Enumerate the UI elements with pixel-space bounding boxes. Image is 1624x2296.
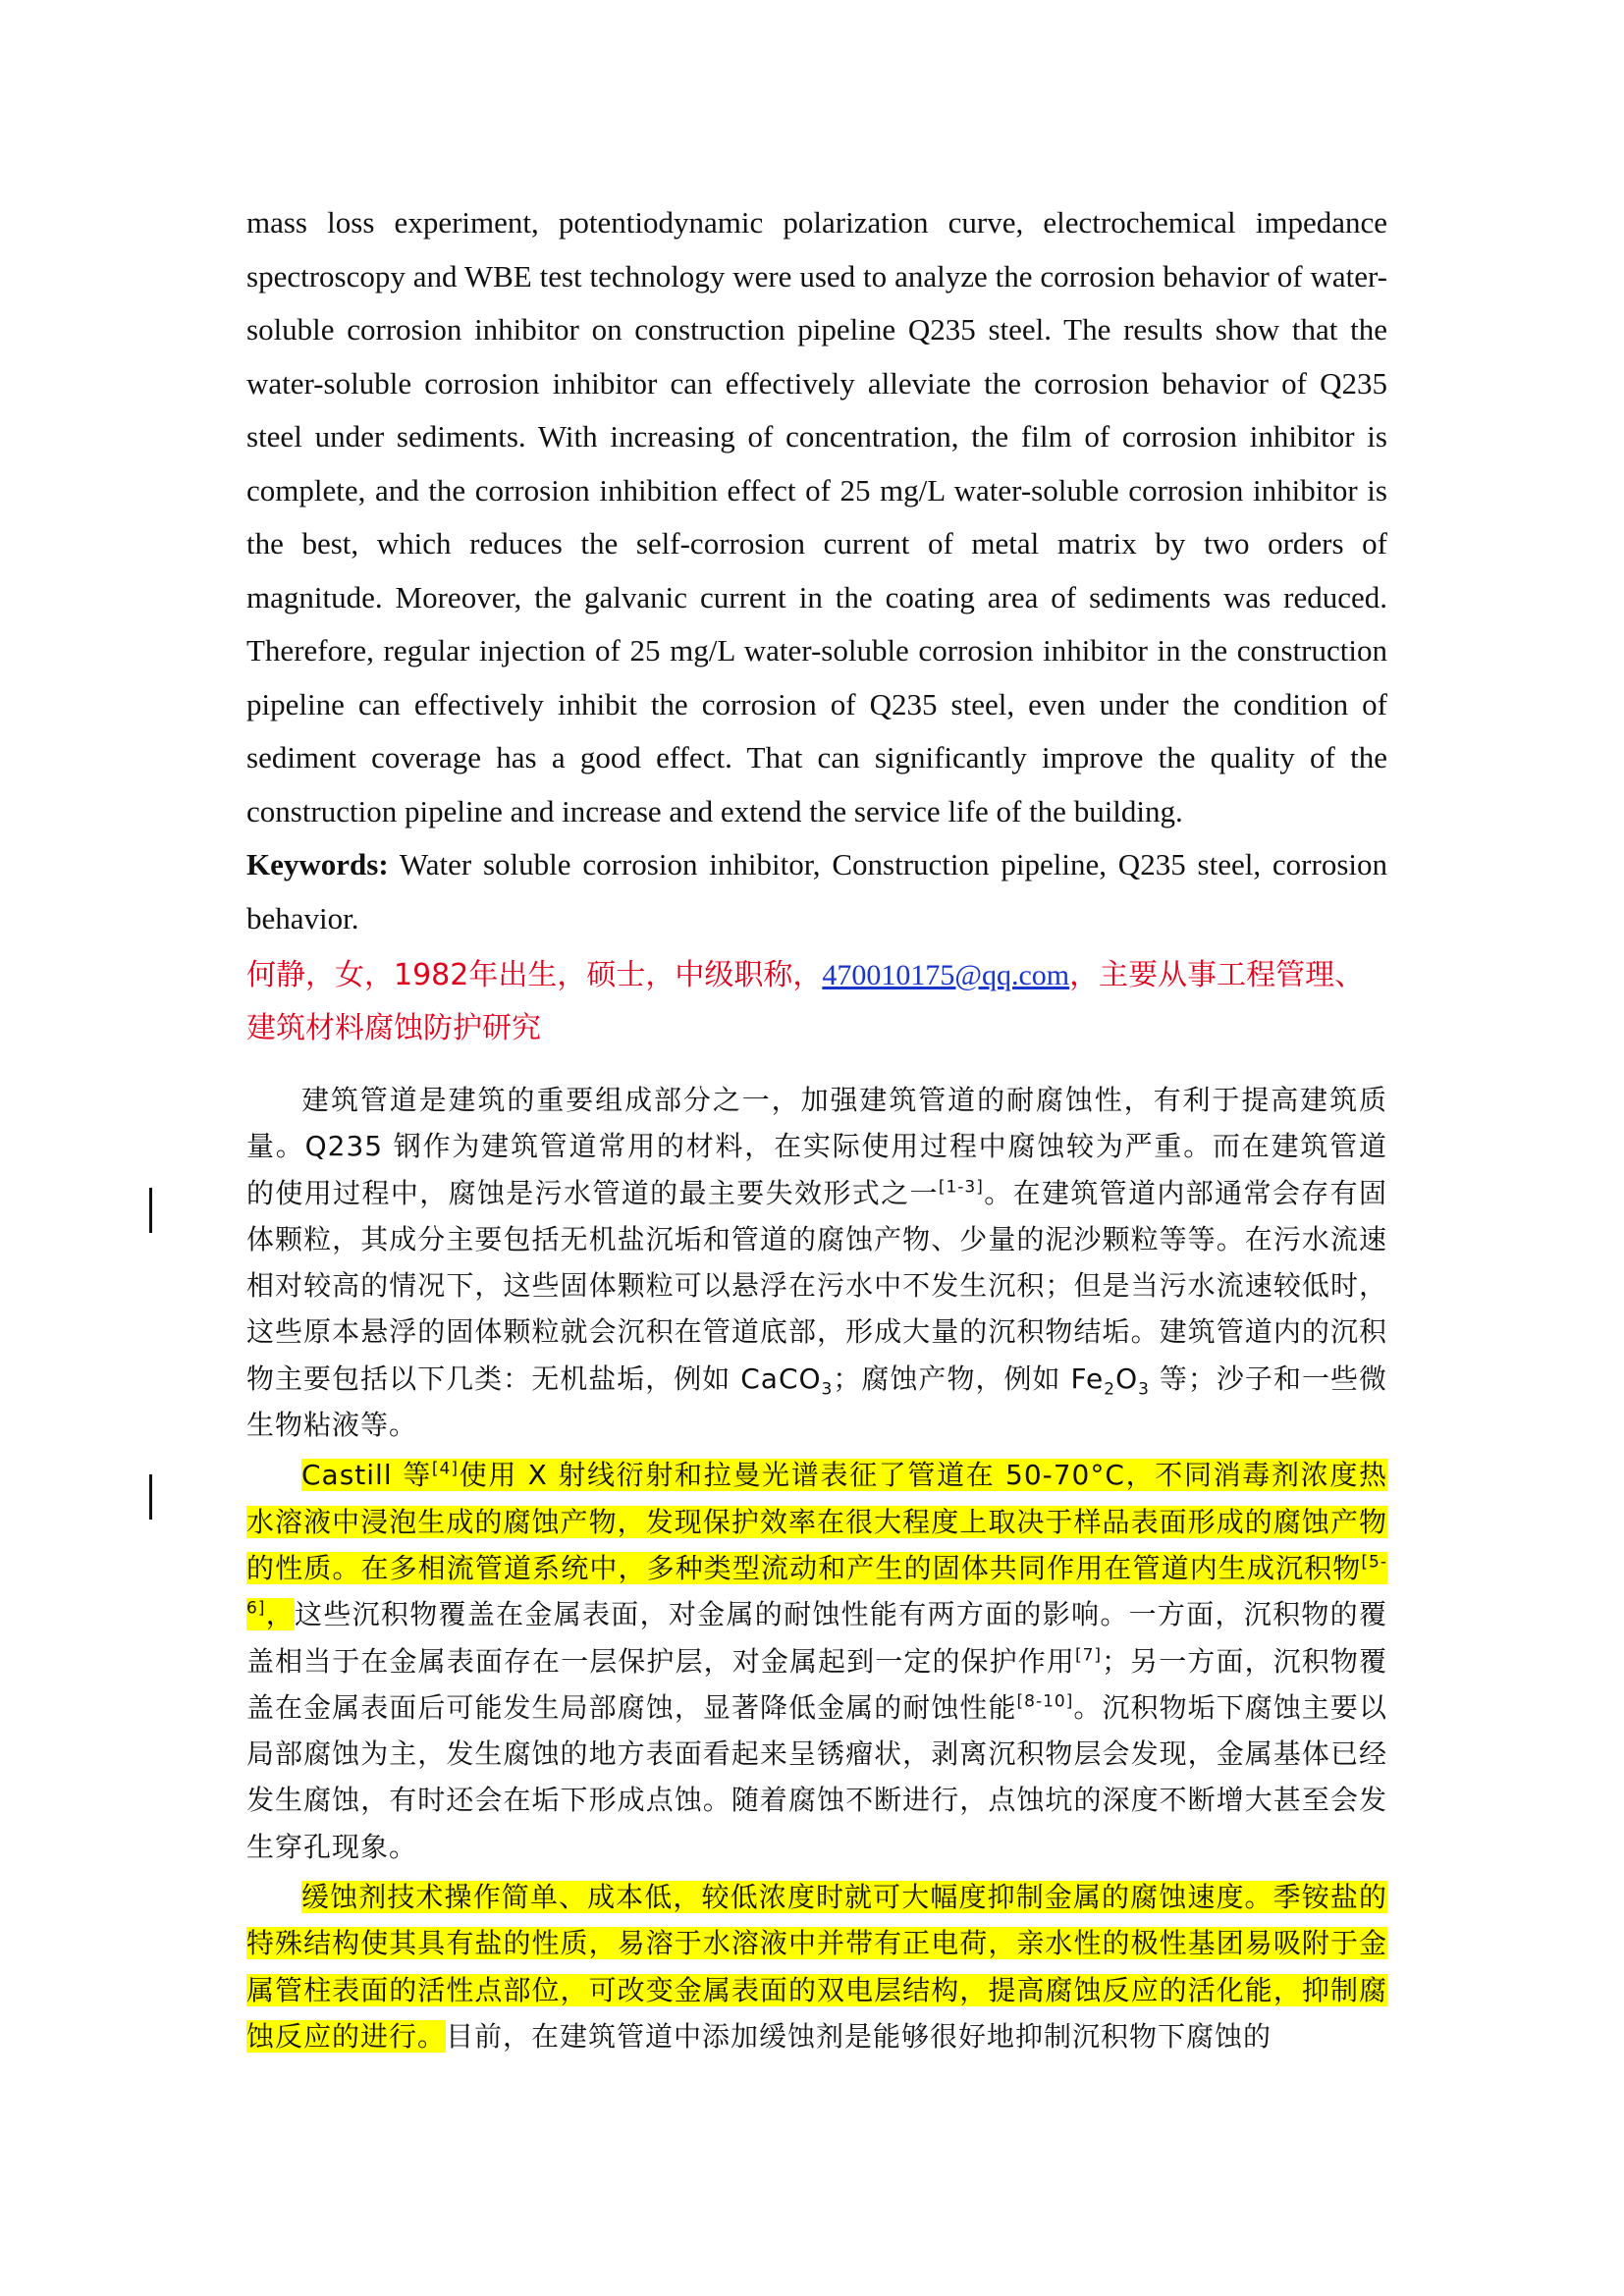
body-paragraph-3 bbox=[246, 1874, 1387, 2059]
para3-highlight-1: 缓蚀剂技术操作简单、成本低，较低浓度时就可大幅度抑制金属的腐蚀速度。季铵盐的特殊结构使其具有盐的性质，易溶于水溶液中并带有正电荷，亲水性的极性基团易吸附于金属管柱表面的活性点部位，可改变金属表面的双电层结构，提高腐蚀反应的活化能，抑制腐蚀反应的进行。 bbox=[246, 1881, 1387, 2053]
revision-bar-2 bbox=[149, 1474, 152, 1520]
citation-4[interactable]: [4] bbox=[431, 1460, 459, 1480]
para1-text-5: 等；沙子和一些微生物粘液等。 bbox=[246, 1362, 1388, 1442]
author-note-before: 何静，女，1982年出生，硕士，中级职称， bbox=[246, 958, 823, 992]
citation-5-6[interactable]: [5-6] bbox=[246, 1552, 1387, 1619]
para1-text-1: 建筑管道是建筑的重要组成部分之一，加强建筑管道的耐腐蚀性，有利于提高建筑质量。Q235 钢作为建筑管道常用的材料，在实际使用过程中腐蚀较为严重。而在建筑管道的使用过程中，腐蚀是污水管道的最主要失效形式之一 bbox=[246, 1084, 1387, 1209]
abstract-paragraph: mass loss experiment, potentiodynamic polarization curve, electrochemical impedance spectroscopy and WBE test technology were used to analyze the corrosion behavior of water-soluble corrosion inhibitor on construction pipeline Q235 steel. The results show that the water-soluble corrosion inhibitor can effectively alleviate the corrosion behavior of Q235 steel under sediments. With increasing of concentration, the film of corrosion inhibitor is complete, and the corrosion inhibition effect of 25 mg/L water-soluble corrosion inhibitor is the best, which reduces the self-corrosion current of metal matrix by two orders of magnitude. Moreover, the galvanic current in the coating area of sediments was reduced. Therefore, regular injection of 25 mg/L water-soluble corrosion inhibitor in the construction pipeline can effectively inhibit the corrosion of Q235 steel, even under the condition of sediment coverage has a good effect. That can significantly improve the quality of the construction pipeline and increase and extend the service life of the building. bbox=[246, 205, 1387, 828]
para1-sub-1: 3 bbox=[821, 1379, 834, 1400]
revision-bar-1 bbox=[149, 1188, 152, 1233]
para1-sub-2: 2 bbox=[1104, 1379, 1116, 1400]
body-paragraph-1 bbox=[246, 1077, 1387, 1448]
para2-highlight-1: Castill 等 bbox=[301, 1459, 432, 1492]
para2-text-3: 。沉积物垢下腐蚀主要以局部腐蚀为主，发生腐蚀的地方表面看起来呈锈瘤状，剥离沉积物层会发现，金属基体已经发生腐蚀，有时还会在垢下形成点蚀。随着腐蚀不断进行，点蚀坑的深度不断增大甚至会发生穿孔现象。 bbox=[246, 1690, 1387, 1863]
para1-text-3: ；腐蚀产物，例如 Fe bbox=[833, 1362, 1105, 1395]
para1-sub-3: 3 bbox=[1138, 1379, 1150, 1400]
keywords-line bbox=[246, 838, 1387, 945]
body-paragraph-2 bbox=[246, 1452, 1387, 1870]
para1-text-4: O bbox=[1115, 1362, 1139, 1395]
para2-text-2: ；另一方面，沉积物覆盖在金属表面后可能发生局部腐蚀，显著降低金属的耐蚀性能 bbox=[246, 1644, 1387, 1724]
author-note bbox=[246, 949, 1387, 1055]
paper-page bbox=[246, 196, 1387, 2059]
author-note-after: ，主要从事工程管理、建筑材料腐蚀防护研究 bbox=[246, 958, 1365, 1045]
para2-text-1: 这些沉积物覆盖在金属表面，对金属的耐蚀性能有两方面的影响。一方面，沉积物的覆盖相当于在金属表面存在一层保护层，对金属起到一定的保护作用 bbox=[246, 1598, 1387, 1678]
para3-text-1: 目前，在建筑管道中添加缓蚀剂是能够很好地抑制沉积物下腐蚀的 bbox=[446, 2019, 1272, 2053]
author-email-link[interactable]: 470010175@qq.com bbox=[822, 959, 1070, 991]
citation-8-10[interactable]: [8-10] bbox=[1016, 1691, 1074, 1712]
keywords-text: Water soluble corrosion inhibitor, Construction pipeline, Q235 steel, corrosion behavior. bbox=[246, 847, 1387, 935]
citation-7[interactable]: [7] bbox=[1074, 1645, 1103, 1666]
keywords-label: Keywords: bbox=[246, 847, 389, 881]
para2-highlight-2: 使用 X 射线衍射和拉曼光谱表征了管道在 50-70°C，不同消毒剂浓度热水溶液中浸泡生成的腐蚀产物，发现保护效率在很大程度上取决于样品表面形成的腐蚀产物的性质。在多相流管道系统中，多种类型流动和产生的固体共同作用在管道内生成沉积物 bbox=[246, 1459, 1387, 1584]
citation-1-3[interactable]: [1-3] bbox=[938, 1177, 984, 1198]
para2-highlight-3: ， bbox=[265, 1598, 296, 1631]
para1-text-2: 。在建筑管道内部通常会存有固体颗粒，其成分主要包括无机盐沉垢和管道的腐蚀产物、少量的泥沙颗粒等等。在污水流速相对较高的情况下，这些固体颗粒可以悬浮在污水中不发生沉积；但是当污水流速较低时，这些原本悬浮的固体颗粒就会沉积在管道底部，形成大量的沉积物结垢。建筑管道内的沉积物主要包括以下几类：无机盐垢，例如 CaCO bbox=[246, 1176, 1387, 1395]
